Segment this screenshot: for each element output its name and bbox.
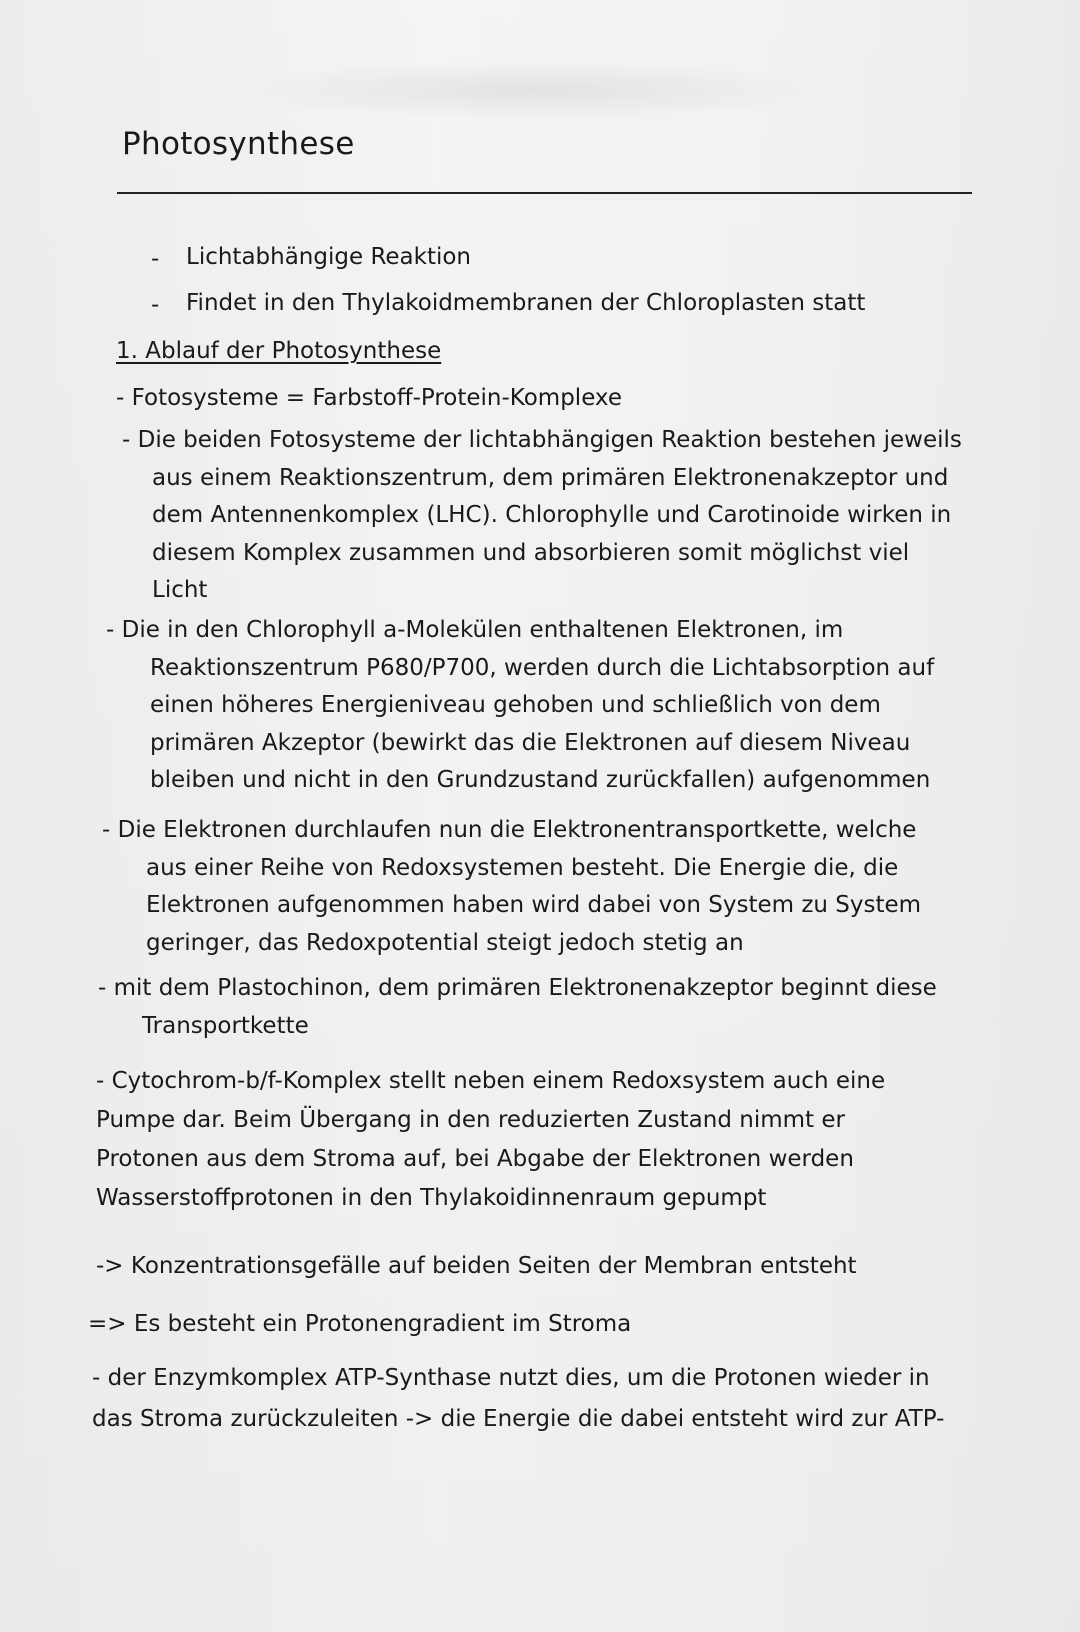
paragraph-atp-synthase <box>92 1358 944 1440</box>
text-line: bleiben und nicht in den Grundzustand zurückfallen) aufgenommen <box>150 767 931 793</box>
intro-bullet: Findet in den Thylakoidmembranen der Chloroplasten statt <box>186 290 866 316</box>
paragraph-cytochrom <box>96 1062 885 1218</box>
text-line: primären Akzeptor (bewirkt das die Elektronen auf diesem Niveau <box>150 729 911 756</box>
text-line: - Die Elektronen durchlaufen nun die Elektronentransportkette, welche <box>102 817 917 843</box>
paragraph-protonengradient <box>88 1306 631 1344</box>
text-line: Wasserstoffprotonen in den Thylakoidinnenraum gepumpt <box>96 1185 767 1211</box>
title-underline <box>117 192 972 194</box>
paragraph-reaktionszentrum <box>122 422 962 610</box>
paragraph-chlorophyll <box>106 612 934 800</box>
bullet-dash: - <box>151 246 160 272</box>
paragraph-fotosysteme <box>116 380 622 418</box>
text-line: Reaktionszentrum P680/P700, werden durch die Lichtabsorption auf <box>150 654 935 681</box>
text-line: Licht <box>152 577 208 603</box>
text-line: Elektronen aufgenommen haben wird dabei von System zu System <box>146 892 922 918</box>
text-line: aus einer Reihe von Redoxsystemen besteht. Die Energie die, die <box>146 854 899 881</box>
text-line: Protonen aus dem Stroma auf, bei Abgabe der Elektronen werden <box>96 1146 854 1172</box>
paragraph-transportkette <box>102 812 921 962</box>
page-title: Photosynthese <box>122 126 355 162</box>
text-line: einen höheres Energieniveau gehoben und schließlich von dem <box>150 692 881 718</box>
text-line: -> Konzentrationsgefälle auf beiden Seiten der Membran entsteht <box>96 1253 857 1279</box>
text-line: - Die beiden Fotosysteme der lichtabhängigen Reaktion bestehen jeweils <box>122 427 962 453</box>
text-line: Pumpe dar. Beim Übergang in den reduzierten Zustand nimmt er <box>96 1107 845 1133</box>
text-line: - Cytochrom-b/f-Komplex stellt neben einem Redoxsystem auch eine <box>96 1068 886 1094</box>
section-heading: 1. Ablauf der Photosynthese <box>116 338 442 364</box>
text-line: - der Enzymkomplex ATP-Synthase nutzt dies, um die Protonen wieder in <box>92 1365 930 1391</box>
text-line: - mit dem Plastochinon, dem primären Elektronenakzeptor beginnt diese <box>98 975 937 1001</box>
text-line: => Es besteht ein Protonengradient im Stroma <box>88 1311 632 1337</box>
bullet-dash: - <box>151 292 160 318</box>
paragraph-plastochinon <box>98 970 937 1045</box>
text-line: Transportkette <box>142 1012 309 1039</box>
text-line: - Fotosysteme = Farbstoff-Protein-Komplexe <box>116 385 622 411</box>
text-line: aus einem Reaktionszentrum, dem primären Elektronenakzeptor und <box>152 464 949 491</box>
text-line: diesem Komplex zusammen und absorbieren somit möglichst viel <box>152 539 910 566</box>
intro-bullet: Lichtabhängige Reaktion <box>186 244 472 270</box>
text-line: geringer, das Redoxpotential steigt jedoch stetig an <box>146 929 744 956</box>
text-line: dem Antennenkomplex (LHC). Chlorophylle und Carotinoide wirken in <box>152 502 952 528</box>
text-line: - Die in den Chlorophyll a-Molekülen enthaltenen Elektronen, im <box>106 617 844 643</box>
text-line: das Stroma zurückzuleiten -> die Energie die dabei entsteht wird zur ATP- <box>92 1406 945 1432</box>
paragraph-konzentrationsgefaelle <box>96 1248 857 1286</box>
print-bleed-through <box>230 60 830 120</box>
